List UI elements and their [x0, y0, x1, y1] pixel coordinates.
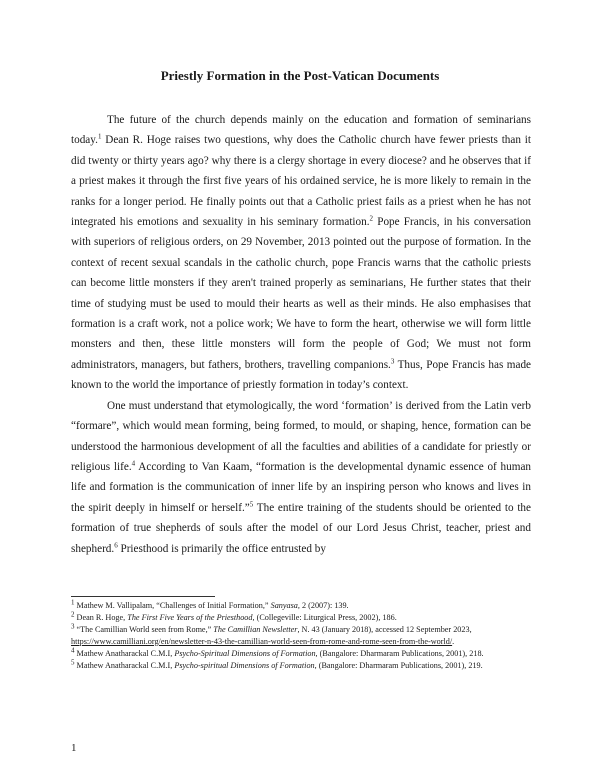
footnote-ref-1[interactable]: 1: [97, 132, 102, 141]
footnote-italic-title: Psycho-Spiritual Dimensions of Formation: [174, 648, 316, 658]
footnote-number: 1: [71, 598, 75, 607]
footnote-text: Mathew M. Vallipalam, “Challenges of Initial Formation,”: [74, 601, 271, 610]
footnote-4: [71, 645, 531, 660]
footnote-text: Mathew Anatharackal C.M.I,: [74, 648, 175, 658]
body-text: [71, 110, 531, 559]
paragraph-1: [71, 110, 531, 396]
paragraph-2: [71, 396, 531, 559]
page-number: 1: [71, 742, 77, 754]
paragraph-text: Pope Francis, in his conversation with superiors of religious orders, on 29 November, 2013 pointed out the purpose of formation. In the context of recent sexual scandals in the catholic church, pope Francis warns that the catholic priests can become little monsters if they aren't trained properly as seminarians, He further states that their time of studying must be used to mould their hearts as well as their minds. He also emphasises that formation is a craft work, not a police work; We have to form the heart, otherwise we will form little monsters and then, these little monsters will form the people of God; We must not form administrators, managers, but fathers, brothers, travelling companions.: [71, 216, 531, 371]
footnote-text: “The Camillian World seen from Rome,”: [74, 625, 214, 634]
footnote-text: .: [452, 636, 455, 646]
footnote-text: , (Bangalore: Dharmaram Publications, 2001), 218.: [315, 648, 484, 658]
paragraph-text: The future of the church depends mainly on the education and formation of seminarians today.: [71, 114, 531, 147]
footnote-text: Dean R. Hoge,: [74, 613, 128, 622]
footnote-italic-title: Psycho-spiritual Dimensions of Formation: [174, 660, 315, 670]
footnote-ref-5[interactable]: 5: [249, 499, 254, 508]
paragraph-text: According to Van Kaam, “formation is the developmental dynamic essence of human life and formation is the communication of inner life by an inspiring person who knows and lives in the spirit deeply in himself or herself.”: [71, 460, 532, 514]
footnote-ref-4[interactable]: 4: [131, 459, 136, 468]
footnote-text: (Collegeville: Liturgical Press, 2002), 186.: [254, 613, 397, 622]
footnote-number: 5: [71, 657, 75, 666]
footnote-ref-3[interactable]: 3: [390, 357, 395, 366]
footnote-3: [71, 624, 531, 647]
footnote-text: , 2 (2007): 139.: [297, 601, 349, 610]
footnotes: [71, 600, 531, 672]
footnote-5: [71, 657, 531, 672]
page-title: Priestly Formation in the Post-Vatican Documents: [160, 68, 440, 83]
footnote-2: [71, 612, 531, 624]
footnote-italic-title: Sanyasa: [270, 601, 298, 610]
footnote-number: 4: [71, 645, 75, 654]
paragraph-text: One must understand that etymologically, the word ‘formation’ is derived from the Latin verb “formare”, which would mean forming, being formed, to mould, or shaping, hence, formation can be understood the harmonious development of all the faculties and abilities of a candidate for priestly or religious life.: [71, 399, 531, 473]
footnote-text: Mathew Anatharackal C.M.I,: [74, 660, 175, 670]
footnote-link[interactable]: https://www.camilliani.org/en/newsletter-n-43-the-camillian-world-seen-from-rome-and-rome-seen-from-the-world/: [71, 636, 453, 646]
paragraph-text: Dean R. Hoge raises two questions, why does the Catholic church have fewer priests than it did twenty or thirty years ago? why there is a clergy shortage in every diocese? and he observes that if a priest makes it through the first five years of his ordained service, he is more likely to remain in the ranks for a longer period. He finally points out that a Catholic priest fails as a priest when he has not integrated his emotions and sexuality in his seminary formation.: [71, 134, 531, 229]
paragraph-text: Priesthood is primarily the office entrusted by: [117, 542, 326, 555]
footnote-number: 2: [71, 610, 75, 619]
footnote-ref-2[interactable]: 2: [369, 214, 374, 223]
footnote-ref-6[interactable]: 6: [114, 540, 118, 549]
paragraph-text: The entire training of the students should be oriented to the formation of true shepherds of souls after the model of our Lord Jesus Christ, teacher, priest and shepherd.: [71, 501, 531, 555]
footnote-divider: [71, 596, 215, 597]
paragraph-text: Thus, Pope Francis has made known to the world the importance of priestly formation in today’s context.: [71, 358, 532, 392]
footnote-number: 3: [71, 622, 75, 631]
footnote-text: , N. 43 (January 2018), accessed 12 September 2023,: [297, 625, 472, 634]
footnote-italic-title: The First Five Years of the Priesthood,: [127, 613, 255, 622]
footnote-text: , (Bangalore: Dharmaram Publications, 2001), 219.: [314, 660, 483, 670]
footnote-1: [71, 600, 531, 612]
footnote-italic-title: The Camillian Newsletter: [213, 625, 298, 634]
